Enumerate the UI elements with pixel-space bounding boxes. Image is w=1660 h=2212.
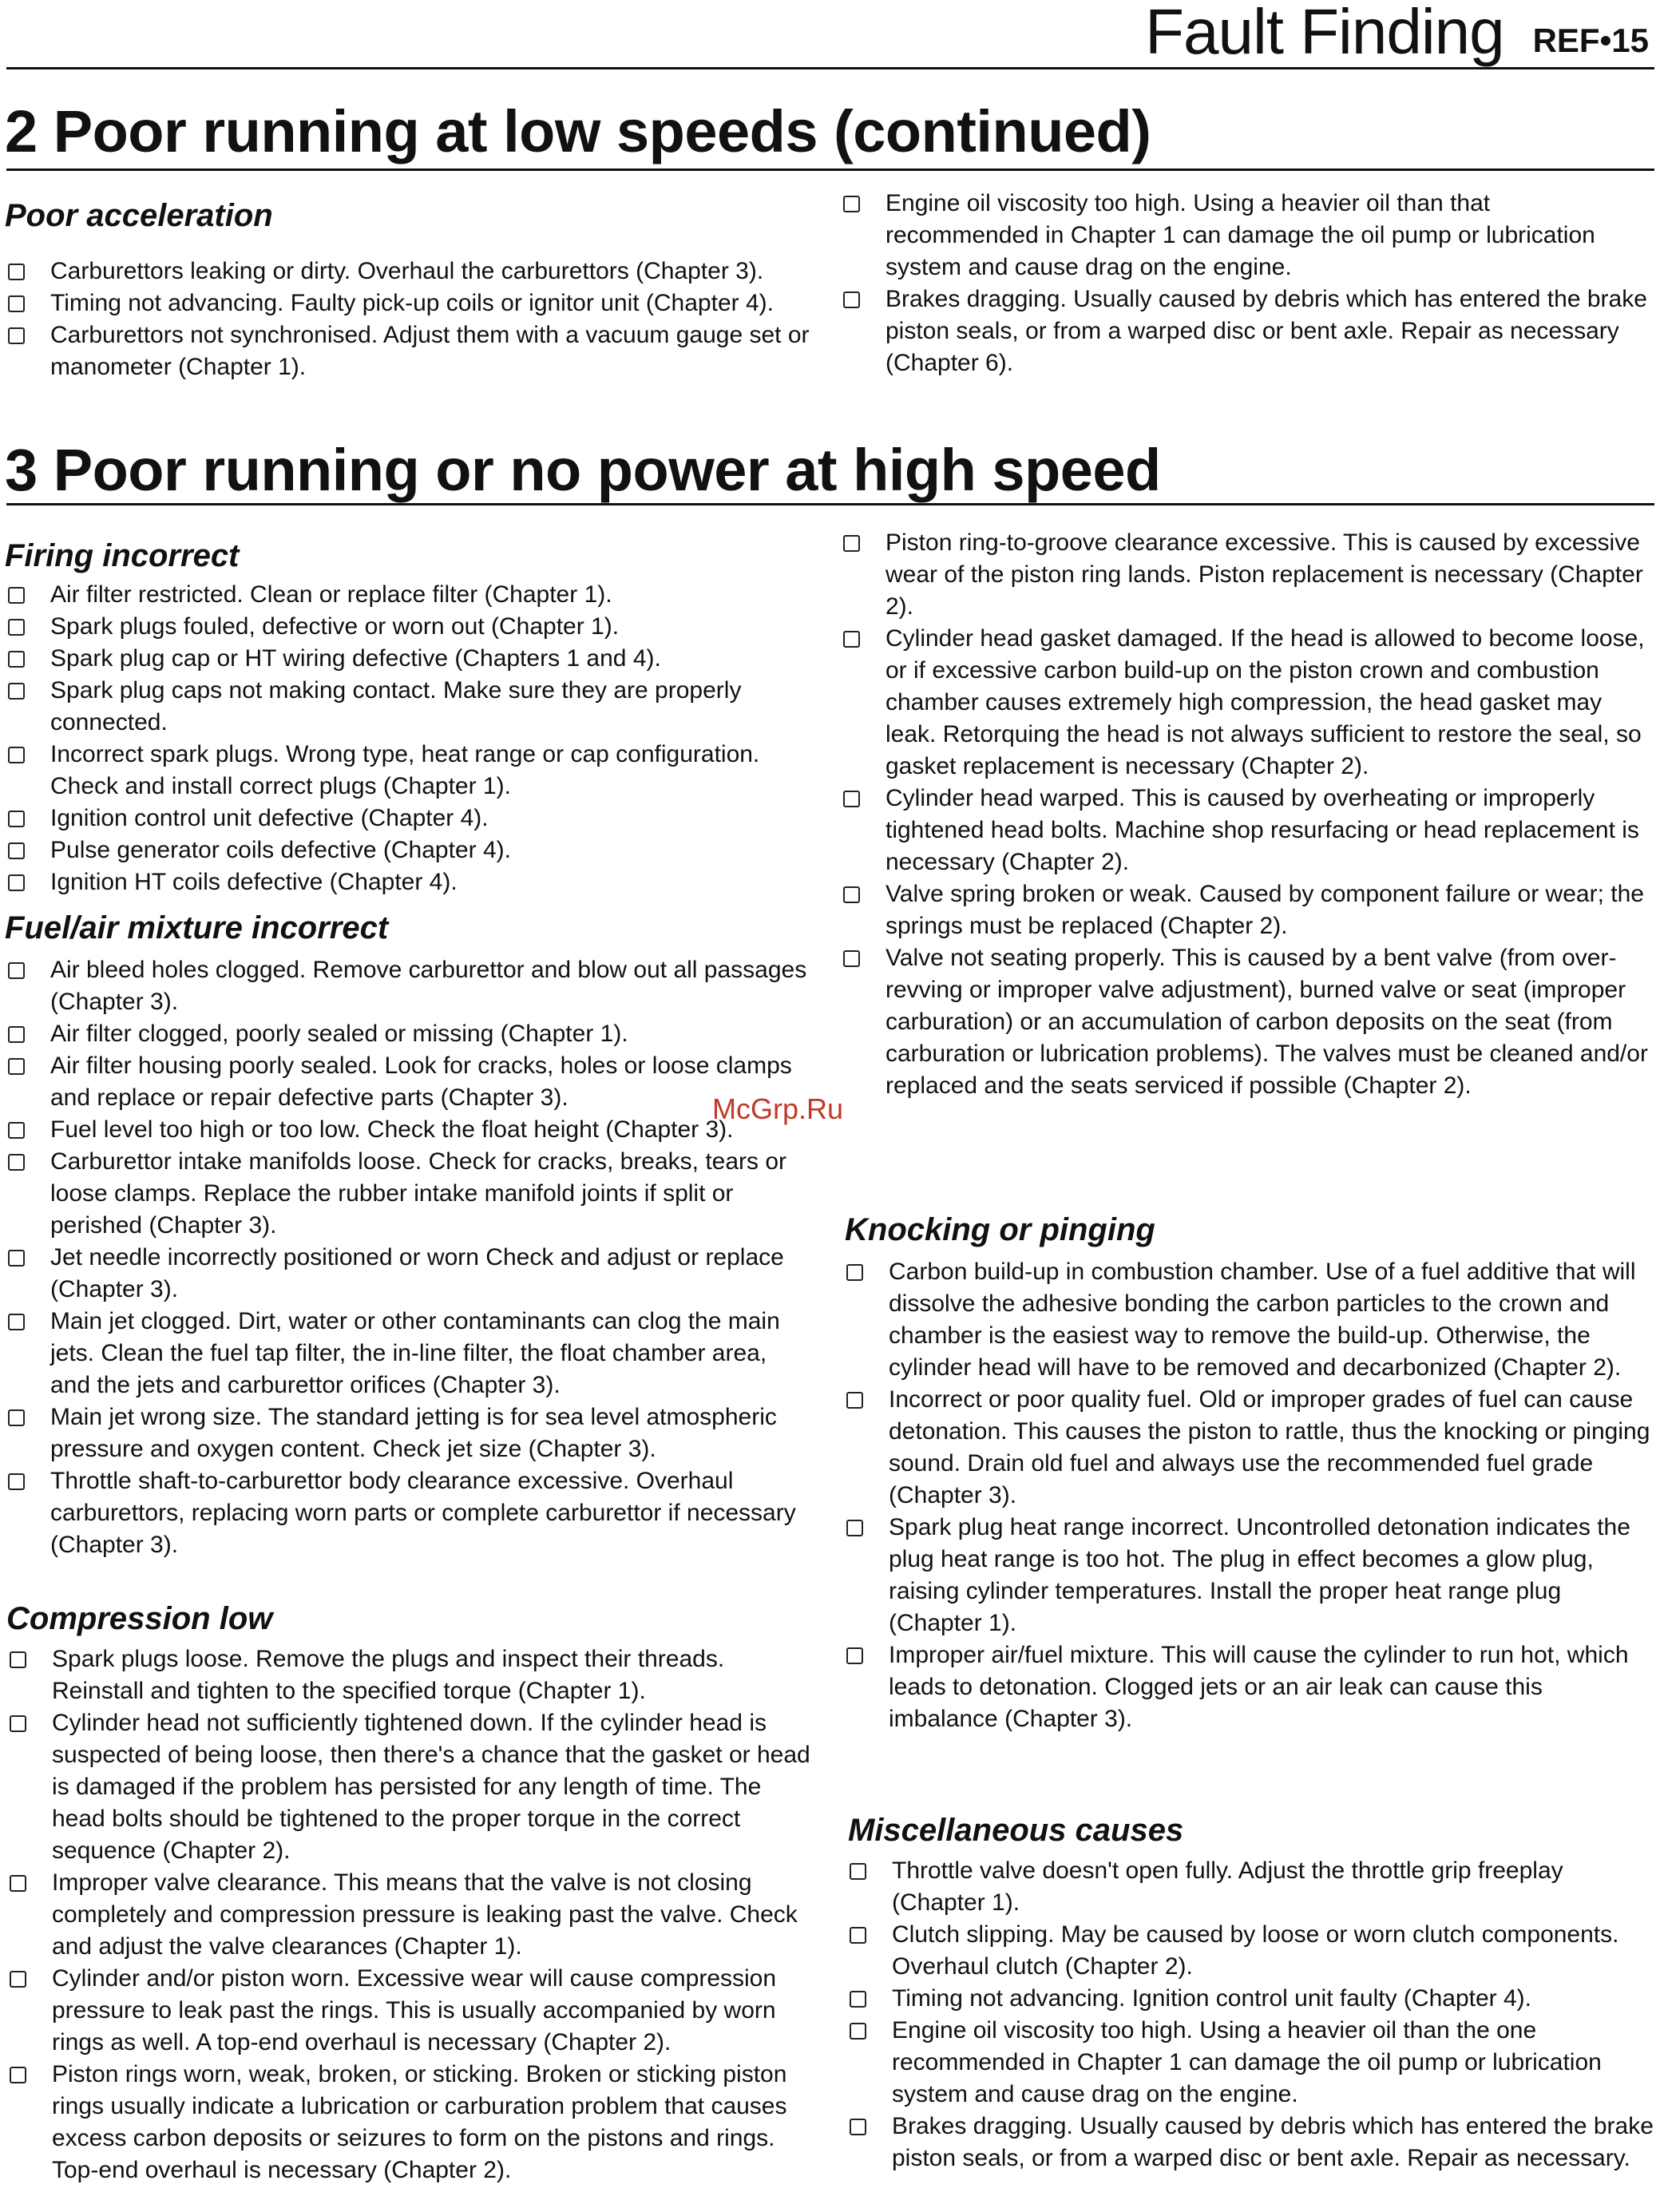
checklist-item-text: Improper valve clearance. This means that the valve is not closing completely and compression pressure is leaking past the valve. Check and adjust the valve clearances (Chapter 1). (52, 1869, 798, 1960)
checklist-item (6, 1050, 813, 1114)
chapter-title: Fault Finding (1145, 0, 1504, 67)
checklist-item (8, 1963, 814, 2059)
checklist-item (6, 803, 813, 834)
checklist-item-text: Piston rings worn, weak, broken, or sticking. Broken or sticking piston rings usually indicate a lubrication or carburation problem that causes excess carbon deposits or seizures to form on the pistons and rings. Top-end overhaul is necessary (Chapter 2). (52, 2061, 787, 2183)
checkbox-icon (8, 683, 25, 700)
checklist-item-text: Carburettor intake manifolds loose. Check for cracks, breaks, tears or loose clamps. Replace the rubber intake manifold joints if split or perished (Chapter 3). (50, 1148, 787, 1239)
checklist-item (6, 319, 813, 383)
checkbox-icon (850, 1991, 866, 2008)
section-3-heading: 3 Poor running or no power at high speed (5, 437, 1161, 503)
checklist-item-text: Throttle shaft-to-carburettor body clearance excessive. Overhaul carburettors, replacing worn parts or complete carburettor if necessary (Chapter 3). (50, 1468, 796, 1558)
checklist-item-text: Carburettors leaking or dirty. Overhaul the carburettors (Chapter 3). (50, 258, 764, 284)
checklist-item (6, 1306, 813, 1401)
checklist-item-text: Spark plug heat range incorrect. Uncontrolled detonation indicates the plug heat range is too hot. The plug in effect becomes a glow plug, raising cylinder temperatures. Install the proper heat range plug (Chapter 1). (889, 1514, 1630, 1636)
checklist-item-text: Cylinder and/or piston worn. Excessive wear will cause compression pressure to leak past the rings. This is usually accompanied by worn rings as well. A top-end overhaul is necessary (Chapter 2). (52, 1965, 777, 2055)
checkbox-icon (8, 811, 25, 827)
checkbox-icon (8, 1409, 25, 1426)
checklist-item-text: Brakes dragging. Usually caused by debris which has entered the brake piston seals, or from a warped disc or bent axle. Repair as necessary. (892, 2113, 1654, 2171)
checklist-item (6, 579, 813, 611)
checklist-item-text: Fuel level too high or too low. Check the float height (Chapter 3). (50, 1116, 734, 1143)
section-2-right-list (842, 188, 1648, 379)
checklist-item (848, 2015, 1656, 2111)
checklist-item (6, 643, 813, 675)
section-3-rule (6, 503, 1654, 505)
checklist-item (6, 256, 813, 287)
checklist-item-text: Timing not advancing. Faulty pick-up coils or ignitor unit (Chapter 4). (50, 290, 774, 316)
checklist-item (848, 1983, 1656, 2015)
checklist-item-text: Air bleed holes clogged. Remove carburettor and blow out all passages (Chapter 3). (50, 957, 807, 1015)
checklist-item (842, 783, 1652, 878)
checklist-item-text: Clutch slipping. May be caused by loose or worn clutch components. Overhaul clutch (Chapter 2). (892, 1921, 1619, 1980)
checklist-item-text: Ignition control unit defective (Chapter 4). (50, 805, 489, 831)
checkbox-icon (8, 1122, 25, 1139)
checklist-item-text: Carburettors not synchronised. Adjust them with a vacuum gauge set or manometer (Chapter 1). (50, 322, 810, 380)
section-2-rule (6, 168, 1654, 171)
checklist-item (842, 878, 1652, 942)
fuel-air-heading: Fuel/air mixture incorrect (5, 910, 389, 945)
checklist-item-text: Jet needle incorrectly positioned or worn Check and adjust or replace (Chapter 3). (50, 1244, 784, 1302)
checklist-item (6, 954, 813, 1018)
checkbox-icon (8, 295, 25, 312)
checklist-item (8, 1867, 814, 1963)
checklist-item-text: Improper air/fuel mixture. This will cause the cylinder to run hot, which leads to detonation. Clogged jets or an air leak can cause this imbalance (Chapter 3). (889, 1642, 1629, 1732)
checklist-item-text: Spark plug caps not making contact. Make sure they are properly connected. (50, 677, 742, 735)
checkbox-icon (8, 327, 25, 344)
checklist-item (842, 942, 1652, 1102)
compression-low-list (8, 1643, 814, 2186)
checkbox-icon (8, 1250, 25, 1267)
checklist-item-text: Incorrect or poor quality fuel. Old or improper grades of fuel can cause detonation. This causes the piston to rattle, thus the knocking or pinging sound. Drain old fuel and always use the recommended fuel grade (Chapter 3). (889, 1386, 1650, 1508)
checkbox-icon (8, 874, 25, 891)
fuel-air-list (6, 954, 813, 1561)
checklist-item-text: Engine oil viscosity too high. Using a heavier oil than that recommended in Chapter 1 can damage the oil pump or lubrication system and cause drag on the engine. (885, 190, 1595, 280)
checkbox-icon (843, 535, 860, 552)
checklist-item-text: Engine oil viscosity too high. Using a heavier oil than the one recommended in Chapter 1 can damage the oil pump or lubrication system and cause drag on the engine. (892, 2017, 1602, 2107)
checkbox-icon (8, 1314, 25, 1330)
checklist-item (842, 623, 1652, 783)
poor-acceleration-list (6, 256, 813, 383)
checklist-item-text: Spark plugs fouled, defective or worn out (Chapter 1). (50, 613, 620, 640)
compression-continued-list (842, 527, 1652, 1102)
checklist-item-text: Cylinder head gasket damaged. If the head is allowed to become loose, or if excessive carbon build-up on the piston crown and combustion chamber causes extremely high compression, the head gasket may leak. Retorquing the head is not always sufficient to restore the seal, so gasket replacement is necessary (Chapter 2). (885, 625, 1645, 779)
checkbox-icon (10, 1651, 26, 1668)
section-2-heading: 2 Poor running at low speeds (continued) (5, 98, 1151, 165)
checklist-item (6, 1401, 813, 1465)
checklist-item (6, 611, 813, 643)
checklist-item-text: Air filter restricted. Clean or replace filter (Chapter 1). (50, 581, 612, 608)
checkbox-icon (8, 619, 25, 636)
checklist-item (6, 866, 813, 898)
checklist-item (845, 1384, 1655, 1512)
checkbox-icon (8, 1154, 25, 1171)
checklist-item (6, 1146, 813, 1242)
checklist-item (848, 2111, 1656, 2174)
checklist-item-text: Spark plug cap or HT wiring defective (Chapters 1 and 4). (50, 645, 661, 672)
checklist-item (8, 2059, 814, 2186)
checkbox-icon (843, 631, 860, 648)
checkbox-icon (843, 886, 860, 903)
checklist-item (6, 675, 813, 739)
checklist-item (842, 188, 1648, 283)
checkbox-icon (843, 791, 860, 807)
checklist-item-text: Brakes dragging. Usually caused by debris which has entered the brake piston seals, or from a warped disc or bent axle. Repair as necessary (Chapter 6). (885, 286, 1647, 376)
checkbox-icon (850, 1863, 866, 1880)
checkbox-icon (8, 587, 25, 604)
checkbox-icon (846, 1520, 863, 1536)
checklist-item-text: Main jet wrong size. The standard jetting is for sea level atmospheric pressure and oxygen content. Check jet size (Chapter 3). (50, 1404, 777, 1462)
checklist-item-text: Pulse generator coils defective (Chapter 4). (50, 837, 511, 863)
checklist-item-text: Incorrect spark plugs. Wrong type, heat range or cap configuration. Check and install correct plugs (Chapter 1). (50, 741, 760, 799)
checklist-item (845, 1256, 1655, 1384)
misc-heading: Miscellaneous causes (848, 1813, 1184, 1848)
knocking-heading: Knocking or pinging (845, 1212, 1155, 1247)
checklist-item-text: Main jet clogged. Dirt, water or other contaminants can clog the main jets. Clean the fuel tap filter, the in-line filter, the float chamber area, and the jets and carburettor orifices (Chapter 3). (50, 1308, 780, 1398)
firing-incorrect-list (6, 579, 813, 898)
checklist-item (6, 287, 813, 319)
checklist-item (845, 1639, 1655, 1735)
checklist-item-text: Spark plugs loose. Remove the plugs and inspect their threads. Reinstall and tighten to the specified torque (Chapter 1). (52, 1646, 725, 1704)
checkbox-icon (8, 842, 25, 859)
compression-low-heading: Compression low (6, 1601, 273, 1636)
misc-list (848, 1855, 1656, 2174)
checkbox-icon (846, 1647, 863, 1664)
checklist-item-text: Timing not advancing. Ignition control unit faulty (Chapter 4). (892, 1985, 1531, 2012)
header-rule (6, 67, 1654, 69)
checklist-item-text: Throttle valve doesn't open fully. Adjust the throttle grip freeplay (Chapter 1). (892, 1857, 1563, 1916)
checklist-item (6, 1242, 813, 1306)
checklist-item (6, 739, 813, 803)
checklist-item-text: Air filter clogged, poorly sealed or missing (Chapter 1). (50, 1021, 628, 1047)
watermark: McGrp.Ru (712, 1092, 844, 1125)
checklist-item (6, 1114, 813, 1146)
checklist-item (8, 1643, 814, 1707)
checkbox-icon (850, 2119, 866, 2135)
checkbox-icon (8, 651, 25, 668)
checkbox-icon (8, 1026, 25, 1043)
checklist-item-text: Ignition HT coils defective (Chapter 4). (50, 869, 458, 895)
checklist-item (6, 834, 813, 866)
checkbox-icon (8, 264, 25, 280)
checklist-item (848, 1855, 1656, 1919)
checklist-item-text: Valve spring broken or weak. Caused by component failure or wear; the springs must be replaced (Chapter 2). (885, 881, 1644, 939)
checklist-item-text: Carbon build-up in combustion chamber. Use of a fuel additive that will dissolve the adhesive bonding the carbon particles to the crown and chamber is the easiest way to remove the build-up. Otherwise, the cylinder head will have to be removed and decarbonized (Chapter 2). (889, 1259, 1636, 1381)
checkbox-icon (10, 1971, 26, 1988)
checkbox-icon (846, 1392, 863, 1409)
checkbox-icon (850, 1927, 866, 1944)
page-header (1114, 0, 1649, 67)
checkbox-icon (8, 1473, 25, 1490)
checkbox-icon (850, 2023, 866, 2040)
firing-incorrect-heading: Firing incorrect (5, 538, 240, 573)
checkbox-icon (10, 1715, 26, 1732)
checkbox-icon (8, 962, 25, 979)
page-reference: REF•15 (1532, 22, 1649, 59)
checklist-item (845, 1512, 1655, 1639)
checkbox-icon (10, 2067, 26, 2083)
checklist-item (842, 527, 1652, 623)
checkbox-icon (8, 1058, 25, 1075)
checklist-item-text: Cylinder head warped. This is caused by overheating or improperly tightened head bolts. Machine shop resurfacing or head replacement is necessary (Chapter 2). (885, 785, 1639, 875)
checkbox-icon (843, 196, 860, 212)
checkbox-icon (10, 1875, 26, 1892)
checklist-item-text: Piston ring-to-groove clearance excessive. This is caused by excessive wear of the piston ring lands. Piston replacement is necessary (Chapter 2). (885, 529, 1643, 620)
checklist-item-text: Air filter housing poorly sealed. Look for cracks, holes or loose clamps and replace or repair defective parts (Chapter 3). (50, 1052, 792, 1111)
knocking-list (845, 1256, 1655, 1735)
checkbox-icon (843, 950, 860, 967)
checklist-item-text: Cylinder head not sufficiently tightened down. If the cylinder head is suspected of being loose, then there's a chance that the gasket or head is damaged if the problem has persisted for any length of time. The head bolts should be tightened to the proper torque in the correct sequence (Chapter 2). (52, 1710, 810, 1864)
checklist-item (842, 283, 1648, 379)
checklist-item (6, 1018, 813, 1050)
checklist-item (6, 1465, 813, 1561)
checklist-item (848, 1919, 1656, 1983)
checklist-item-text: Valve not seating properly. This is caused by a bent valve (from over-revving or improper valve adjustment), burned valve or seat (improper carburation) or an accumulation of carbon deposits on the seat (from carburation or lubrication problems). The valves must be cleaned and/or replaced and the seats serviced if possible (Chapter 2). (885, 945, 1648, 1099)
checklist-item (8, 1707, 814, 1867)
checkbox-icon (843, 291, 860, 308)
poor-acceleration-heading: Poor acceleration (5, 198, 273, 233)
checkbox-icon (846, 1264, 863, 1281)
checkbox-icon (8, 747, 25, 763)
